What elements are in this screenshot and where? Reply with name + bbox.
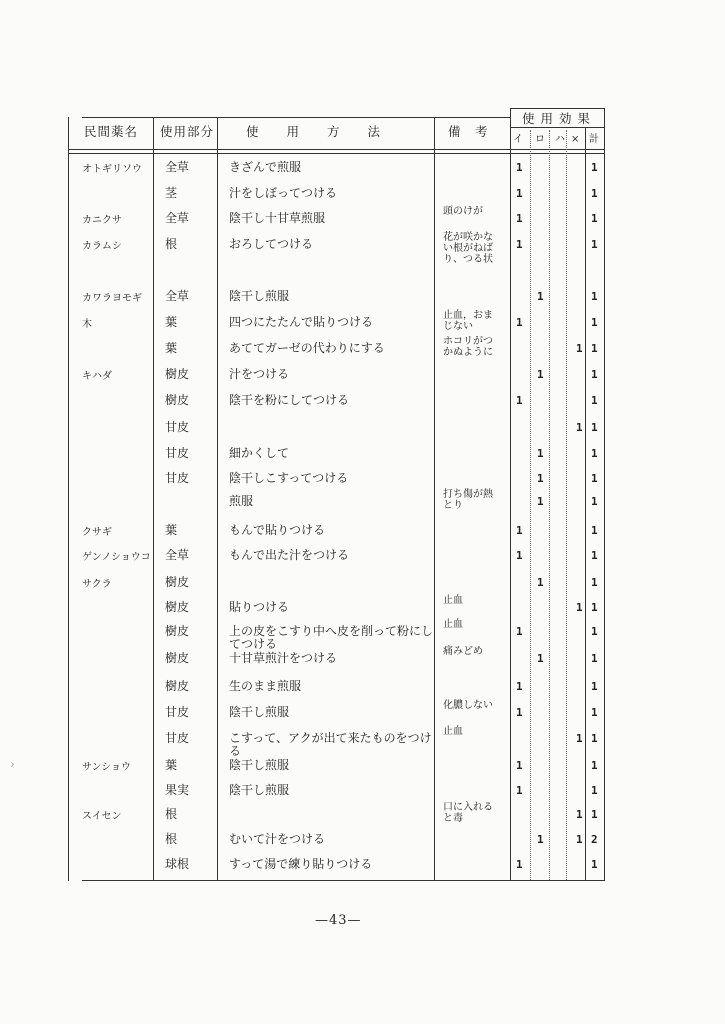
row-mark-x: 1 — [576, 833, 583, 846]
row-method: すって湯で練り貼りつける — [229, 857, 373, 871]
row-mark-i: 1 — [516, 549, 523, 562]
row-mark-i: 1 — [516, 524, 523, 537]
row-mark-total: 1 — [591, 368, 598, 381]
row-part: 全草 — [165, 548, 190, 562]
row-mark-total: 1 — [591, 706, 598, 719]
row-mark-i: 1 — [516, 625, 523, 638]
row-mark-x: 1 — [576, 808, 583, 821]
row-mark-i: 1 — [516, 759, 523, 772]
row-mark-x: 1 — [576, 342, 583, 355]
row-method: 陰干し十甘草煎服 — [229, 211, 326, 225]
row-mark-i: 1 — [516, 858, 523, 871]
row-part: 甘皮 — [165, 420, 190, 434]
row-mark-ro: 1 — [537, 495, 544, 508]
row-method: 陰干し煎服 — [229, 289, 290, 303]
row-part: 葉 — [165, 341, 178, 355]
row-mark-total: 1 — [591, 290, 598, 303]
row-mark-i: 1 — [516, 238, 523, 251]
row-method: こすって、アクが出て来たものをつけ る — [229, 731, 432, 758]
row-part: 樹皮 — [165, 367, 190, 381]
row-method: 陰干し煎服 — [229, 758, 290, 772]
row-method: あててガーゼの代わりにする — [229, 341, 385, 355]
row-mark-total: 1 — [591, 680, 598, 693]
row-mark-total: 1 — [591, 342, 598, 355]
row-method: 陰干しこすってつける — [229, 471, 349, 485]
row-mark-total: 1 — [591, 495, 598, 508]
row-part: 樹皮 — [165, 679, 190, 693]
rule-line — [530, 130, 531, 880]
header-note: 備 考 — [448, 124, 489, 139]
row-note: 頭のけが — [443, 206, 483, 217]
row-mark-total: 1 — [591, 316, 598, 329]
row-part: 全草 — [165, 160, 190, 174]
row-method: 細かくして — [229, 446, 290, 460]
row-part: 根 — [165, 807, 178, 821]
row-mark-total: 1 — [591, 732, 598, 745]
row-part: 茎 — [165, 186, 178, 200]
row-method: きざんで煎服 — [229, 160, 302, 174]
header-effect-ro: ロ — [535, 134, 545, 145]
row-note: 打ち傷が熱 とり — [443, 489, 493, 511]
row-part: 樹皮 — [165, 624, 190, 638]
rule-line — [566, 130, 567, 880]
rule-line — [510, 108, 604, 109]
row-part: 葉 — [165, 758, 178, 772]
row-mark-total: 1 — [591, 549, 598, 562]
row-mark-total: 1 — [591, 759, 598, 772]
row-plant-name: 木 — [82, 319, 92, 330]
row-note: 化膿しない — [443, 700, 493, 711]
row-mark-i: 1 — [516, 680, 523, 693]
header-effect-x: × — [571, 134, 580, 145]
row-method: もんで貼りつける — [229, 523, 326, 537]
row-part: 果実 — [165, 783, 190, 797]
rule-line — [510, 108, 511, 880]
row-part: 根 — [165, 237, 178, 251]
row-mark-total: 1 — [591, 858, 598, 871]
header-part: 使用部分 — [160, 124, 215, 139]
rule-line — [585, 127, 586, 880]
row-mark-total: 1 — [591, 601, 598, 614]
row-note: 止血，おま じない — [443, 310, 493, 332]
header-effect-title: 使 用 効 果 — [522, 111, 591, 126]
row-plant-name: サクラ — [82, 579, 112, 590]
row-mark-total: 1 — [591, 212, 598, 225]
margin-mark: › — [10, 757, 15, 771]
row-mark-total: 1 — [591, 576, 598, 589]
page-number: —43— — [315, 913, 362, 928]
row-method: 陰干し煎服 — [229, 705, 290, 719]
row-note: 止血 — [443, 619, 463, 630]
row-method: もんで出た汁をつける — [229, 548, 350, 562]
row-plant-name: クサギ — [82, 527, 112, 538]
row-part: 甘皮 — [165, 705, 190, 719]
row-mark-x: 1 — [576, 732, 583, 745]
row-part: 球根 — [165, 857, 190, 871]
row-note: 痛みどめ — [443, 646, 483, 657]
row-method: 上の皮をこすり中へ皮を削って粉にし てつける — [229, 624, 434, 651]
row-plant-name: サンショウ — [82, 762, 132, 773]
row-method: 汁をしぼってつける — [229, 186, 338, 200]
row-mark-ro: 1 — [537, 472, 544, 485]
row-mark-i: 1 — [516, 706, 523, 719]
row-part: 樹皮 — [165, 575, 190, 589]
rule-line — [510, 127, 604, 128]
row-method: 十甘草煎汁をつける — [229, 651, 338, 665]
row-plant-name: カニクサ — [82, 215, 122, 226]
row-part: 全草 — [165, 289, 190, 303]
row-part: 葉 — [165, 523, 178, 537]
row-mark-i: 1 — [516, 212, 523, 225]
row-part: 甘皮 — [165, 446, 190, 460]
row-mark-i: 1 — [516, 394, 523, 407]
row-method: 四つにたたんで貼りつける — [229, 315, 374, 329]
row-mark-total: 1 — [591, 161, 598, 174]
row-method: 貼りつける — [229, 600, 290, 614]
row-mark-total: 1 — [591, 652, 598, 665]
row-mark-total: 1 — [591, 808, 598, 821]
row-part: 全草 — [165, 211, 190, 225]
row-method: 陰干し煎服 — [229, 783, 290, 797]
row-plant-name: カラムシ — [82, 241, 122, 252]
rule-line — [82, 117, 510, 118]
rule-line — [434, 117, 435, 880]
row-mark-total: 1 — [591, 625, 598, 638]
row-part: 葉 — [165, 315, 178, 329]
header-effect-ha: ハ — [555, 134, 565, 145]
row-mark-i: 1 — [516, 784, 523, 797]
row-mark-x: 1 — [576, 601, 583, 614]
row-part: 根 — [165, 832, 178, 846]
row-mark-ro: 1 — [537, 833, 544, 846]
row-note: 口に入れる と毒 — [443, 802, 493, 824]
row-method: むいて汁をつける — [229, 832, 326, 846]
row-mark-total: 1 — [591, 394, 598, 407]
row-plant-name: ゲンノショウコ — [82, 552, 151, 563]
header-method: 使 用 方 法 — [246, 124, 382, 139]
row-plant-name: カワラヨモギ — [82, 293, 142, 304]
row-plant-name: キハダ — [82, 371, 112, 382]
row-note: 止血 — [443, 726, 463, 737]
row-part: 甘皮 — [165, 731, 190, 745]
row-mark-total: 1 — [591, 447, 598, 460]
row-note: 花が咲かな い根がねば り、つる状 — [443, 232, 493, 265]
row-mark-total: 1 — [591, 187, 598, 200]
row-mark-total: 1 — [591, 784, 598, 797]
rule-line — [217, 117, 218, 880]
row-mark-i: 1 — [516, 187, 523, 200]
rule-line — [153, 117, 154, 880]
row-mark-total: 1 — [591, 524, 598, 537]
row-method: 煎服 — [229, 494, 254, 508]
row-mark-i: 1 — [516, 161, 523, 174]
row-part: 樹皮 — [165, 651, 190, 665]
row-plant-name: オトギリソウ — [82, 164, 142, 175]
row-part: 樹皮 — [165, 393, 190, 407]
rule-line — [68, 117, 69, 881]
row-mark-ro: 1 — [537, 576, 544, 589]
row-part: 甘皮 — [165, 471, 190, 485]
rule-line — [549, 130, 550, 880]
row-mark-ro: 1 — [537, 652, 544, 665]
rule-line — [68, 153, 605, 154]
row-mark-ro: 1 — [537, 368, 544, 381]
row-mark-total: 1 — [591, 421, 598, 434]
row-mark-total: 1 — [591, 472, 598, 485]
row-mark-i: 1 — [516, 316, 523, 329]
row-mark-total: 1 — [591, 238, 598, 251]
row-note: 止血 — [443, 595, 463, 606]
row-method: おろしてつける — [229, 237, 314, 251]
row-method: 汁をつける — [229, 367, 290, 381]
header-name: 民間薬名 — [84, 124, 139, 139]
row-mark-ro: 1 — [537, 290, 544, 303]
row-plant-name: スイセン — [82, 811, 122, 822]
row-method: 生のまま煎服 — [229, 679, 302, 693]
row-mark-ro: 1 — [537, 447, 544, 460]
header-effect-i: イ — [513, 134, 523, 145]
row-method: 陰干を粉にしてつける — [229, 393, 350, 407]
rule-line — [82, 880, 605, 881]
rule-line — [604, 108, 605, 880]
row-mark-x: 1 — [576, 421, 583, 434]
rule-line — [68, 149, 605, 150]
header-effect-total: 計 — [589, 134, 599, 145]
row-mark-total: 2 — [591, 833, 598, 846]
row-note: ホコリがつ かぬように — [443, 336, 493, 358]
row-part: 樹皮 — [165, 600, 190, 614]
